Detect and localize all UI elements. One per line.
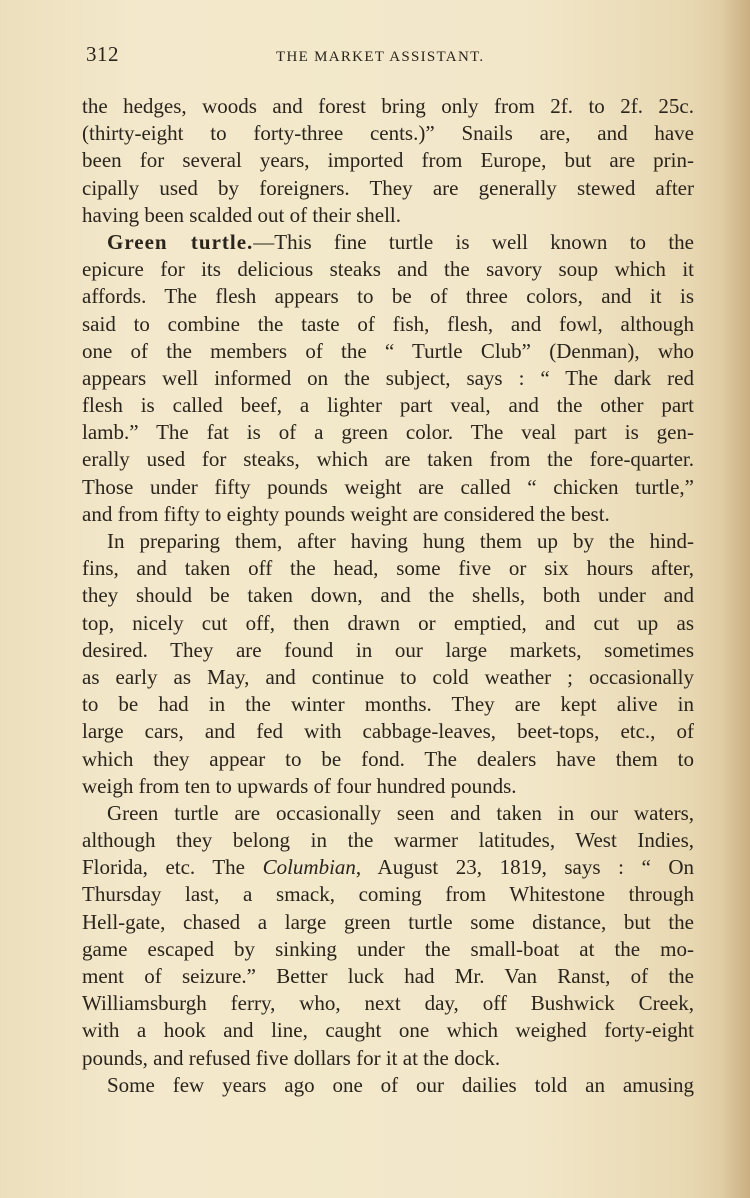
text-line: ment of seizure.” Better luck had Mr. Van Ranst, of the <box>82 964 694 988</box>
text-line: been for several years, imported from Europe, but are prin- <box>82 148 694 173</box>
text-line: as early as May, and continue to cold weather ; occasionally <box>82 664 694 689</box>
text-line: large cars, and fed with cabbage-leaves, beet-tops, etc., of <box>82 719 694 744</box>
text-line-fragment: , August 23, 1819, says : “ On <box>355 855 694 880</box>
text-line: epicure for its delicious steaks and the savory soup which it <box>82 257 694 282</box>
text-line: flesh is called beef, a lighter part veal, and the other part <box>82 393 694 418</box>
text-line: erally used for steaks, which are taken from the fore-quarter. <box>82 447 694 472</box>
text-line: pounds, and refused five dollars for it at the dock. <box>82 1045 501 1070</box>
columbian-title: Columbian <box>262 855 356 880</box>
green-turtle-heading: Green turtle. <box>107 229 254 254</box>
text-line: In preparing them, after having hung them up by the hind- <box>107 529 694 553</box>
text-line: Williamsburgh ferry, who, next day, off Bushwick Creek, <box>82 991 694 1016</box>
text-line: lamb.” The fat is of a green color. The veal part is gen- <box>82 420 694 445</box>
text-line: and from fifty to eighty pounds weight are considered the best. <box>82 501 610 526</box>
text-line: one of the members of the “ Turtle Club” (Denman), who <box>82 338 694 363</box>
text-line: game escaped by sinking under the small-boat at the mo- <box>82 936 694 961</box>
text-line-fragment: —This fine turtle is well known to the <box>253 229 694 254</box>
text-line: having been scalded out of their shell. <box>82 202 401 227</box>
text-line: Thursday last, a smack, coming from Whitestone through <box>82 882 694 907</box>
text-line: weigh from ten to upwards of four hundred pounds. <box>82 773 517 798</box>
text-line: affords. The flesh appears to be of three colors, and it is <box>82 284 694 309</box>
text-line: cipally used by foreigners. They are generally stewed after <box>82 175 694 200</box>
body-text <box>82 93 694 1099</box>
text-line: fins, and taken off the head, some five or six hours after, <box>82 556 694 581</box>
text-line: desired. They are found in our large markets, sometimes <box>82 637 694 662</box>
text-line: Hell-gate, chased a large green turtle some distance, but the <box>82 909 694 934</box>
text-line: with a hook and line, caught one which weighed forty-eight <box>82 1018 694 1043</box>
text-line: the hedges, woods and forest bring only from 2f. to 2f. 25c. <box>82 94 694 118</box>
text-line: they should be taken down, and the shells, both under and <box>82 583 694 608</box>
page-number: 312 <box>86 42 119 66</box>
text-line: Some few years ago one of our dailies told an amusing <box>107 1072 694 1097</box>
text-line: Green turtle are occasionally seen and taken in our waters, <box>107 800 694 825</box>
text-line: Those under fifty pounds weight are called “ chicken turtle,” <box>82 474 694 499</box>
text-line: which they appear to be fond. The dealers have them to <box>82 746 694 771</box>
text-line: (thirty-eight to forty-three cents.)” Snails are, and have <box>82 121 694 146</box>
text-line: top, nicely cut off, then drawn or emptied, and cut up as <box>82 610 694 635</box>
page-header <box>86 42 696 76</box>
running-head: THE MARKET ASSISTANT. <box>276 49 485 65</box>
text-line <box>82 229 694 256</box>
text-line: although they belong in the warmer latitudes, West Indies, <box>82 828 694 853</box>
text-line-fragment: Florida, etc. The <box>82 855 263 880</box>
text-line <box>82 854 694 881</box>
text-line: said to combine the taste of fish, flesh, and fowl, although <box>82 311 694 336</box>
text-line: appears well informed on the subject, says : “ The dark red <box>82 365 694 390</box>
text-line: to be had in the winter months. They are kept alive in <box>82 692 694 717</box>
